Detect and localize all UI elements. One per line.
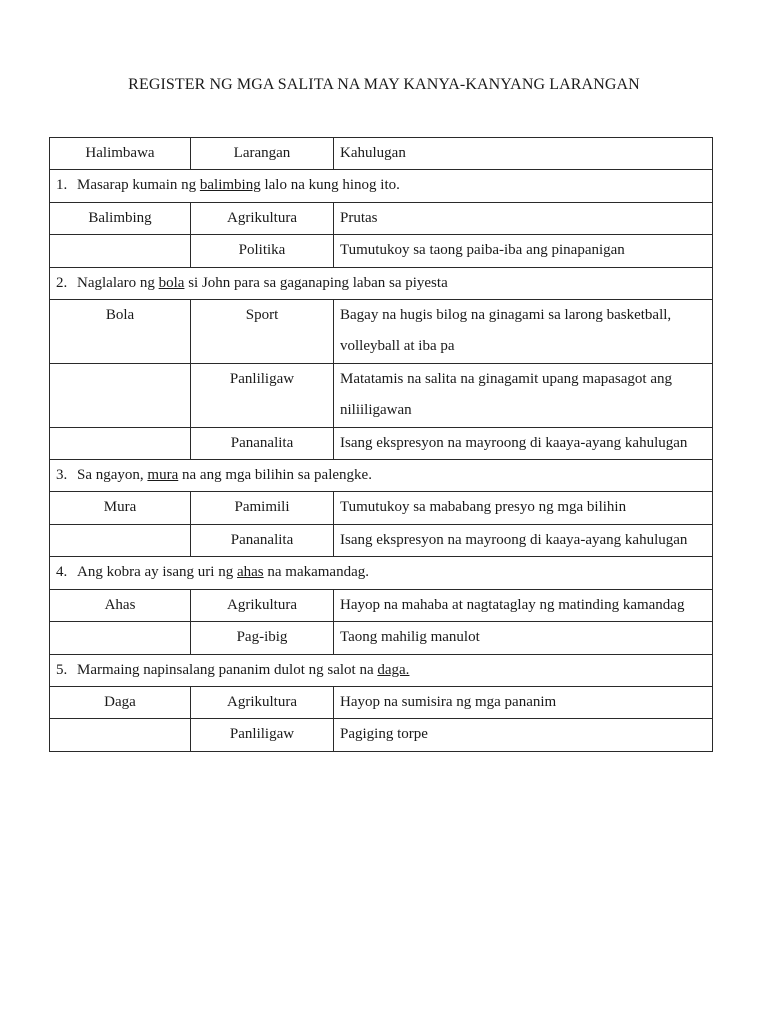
sentence-row <box>50 557 713 589</box>
halimbawa-cell <box>50 235 191 267</box>
larangan-cell: Agrikultura <box>191 686 334 718</box>
kahulugan-cell: Tumutukoy sa mababang presyo ng mga bilihin <box>334 492 713 524</box>
halimbawa-cell: Bola <box>50 300 191 364</box>
sentence-number: 1. <box>56 177 68 194</box>
sentence-text-after: lalo na kung hinog ito. <box>260 177 400 194</box>
halimbawa-cell: Balimbing <box>50 202 191 234</box>
sentence-number: 3. <box>56 467 68 484</box>
kahulugan-cell: Bagay na hugis bilog na ginagami sa larong basketball, volleyball at iba pa <box>334 300 713 364</box>
table-row <box>50 492 713 524</box>
sentence-text-before: Masarap kumain ng <box>77 177 200 194</box>
larangan-cell: Panliligaw <box>191 363 334 427</box>
table-row <box>50 686 713 718</box>
table-row <box>50 363 713 427</box>
halimbawa-cell <box>50 622 191 654</box>
kahulugan-cell: Matatamis na salita na ginagamit upang mapasagot ang niliiligawan <box>334 363 713 427</box>
halimbawa-cell <box>50 719 191 751</box>
kahulugan-cell: Tumutukoy sa taong paiba-iba ang pinapanigan <box>334 235 713 267</box>
halimbawa-cell: Ahas <box>50 589 191 621</box>
register-table <box>49 137 713 752</box>
halimbawa-cell: Mura <box>50 492 191 524</box>
table-row <box>50 202 713 234</box>
larangan-cell: Agrikultura <box>191 589 334 621</box>
header-larangan: Larangan <box>191 138 334 170</box>
sentence-text-after: si John para sa gaganaping laban sa piyesta <box>184 274 448 291</box>
halimbawa-cell <box>50 427 191 459</box>
kahulugan-cell: Isang ekspresyon na mayroong di kaaya-ayang kahulugan <box>334 524 713 556</box>
kahulugan-cell: Hayop na sumisira ng mga pananim <box>334 686 713 718</box>
underlined-keyword: daga. <box>377 661 410 678</box>
kahulugan-cell: Prutas <box>334 202 713 234</box>
example-sentence <box>50 557 713 589</box>
sentence-text-before: Marmaing napinsalang pananim dulot ng salot na <box>77 661 378 678</box>
header-kahulugan: Kahulugan <box>334 138 713 170</box>
larangan-cell: Sport <box>191 300 334 364</box>
kahulugan-cell: Hayop na mahaba at nagtataglay ng matinding kamandag <box>334 589 713 621</box>
underlined-keyword: bola <box>158 274 185 291</box>
example-sentence <box>50 267 713 299</box>
larangan-cell: Pananalita <box>191 427 334 459</box>
sentence-number: 5. <box>56 661 68 678</box>
halimbawa-cell <box>50 363 191 427</box>
sentence-row <box>50 170 713 202</box>
sentence-number: 4. <box>56 564 68 581</box>
table-row <box>50 235 713 267</box>
example-sentence <box>50 654 713 686</box>
larangan-cell: Pag-ibig <box>191 622 334 654</box>
kahulugan-cell: Pagiging torpe <box>334 719 713 751</box>
table-row <box>50 589 713 621</box>
halimbawa-cell <box>50 524 191 556</box>
sentence-text-before: Ang kobra ay isang uri ng <box>77 564 237 581</box>
table-row <box>50 719 713 751</box>
larangan-cell: Politika <box>191 235 334 267</box>
register-table-body <box>50 138 713 752</box>
header-halimbawa: Halimbawa <box>50 138 191 170</box>
larangan-cell: Pamimili <box>191 492 334 524</box>
table-row <box>50 524 713 556</box>
kahulugan-cell: Isang ekspresyon na mayroong di kaaya-ayang kahulugan <box>334 427 713 459</box>
halimbawa-cell: Daga <box>50 686 191 718</box>
sentence-text-after: na makamandag. <box>263 564 369 581</box>
larangan-cell: Agrikultura <box>191 202 334 234</box>
sentence-row <box>50 460 713 492</box>
underlined-keyword: balimbing <box>199 177 261 194</box>
sentence-text-after: na ang mga bilihin sa palengke. <box>178 467 372 484</box>
table-row <box>50 622 713 654</box>
sentence-text-before: Sa ngayon, <box>77 467 148 484</box>
table-row <box>50 427 713 459</box>
sentence-row <box>50 267 713 299</box>
table-row <box>50 300 713 364</box>
sentence-number: 2. <box>56 274 68 291</box>
example-sentence <box>50 170 713 202</box>
larangan-cell: Panliligaw <box>191 719 334 751</box>
example-sentence <box>50 460 713 492</box>
underlined-keyword: mura <box>147 467 179 484</box>
sentence-row <box>50 654 713 686</box>
underlined-keyword: ahas <box>236 564 264 581</box>
table-header-row <box>50 138 713 170</box>
kahulugan-cell: Taong mahilig manulot <box>334 622 713 654</box>
page-title: REGISTER NG MGA SALITA NA MAY KANYA-KANYANG LARANGAN <box>128 76 640 93</box>
larangan-cell: Pananalita <box>191 524 334 556</box>
sentence-text-before: Naglalaro ng <box>77 274 159 291</box>
